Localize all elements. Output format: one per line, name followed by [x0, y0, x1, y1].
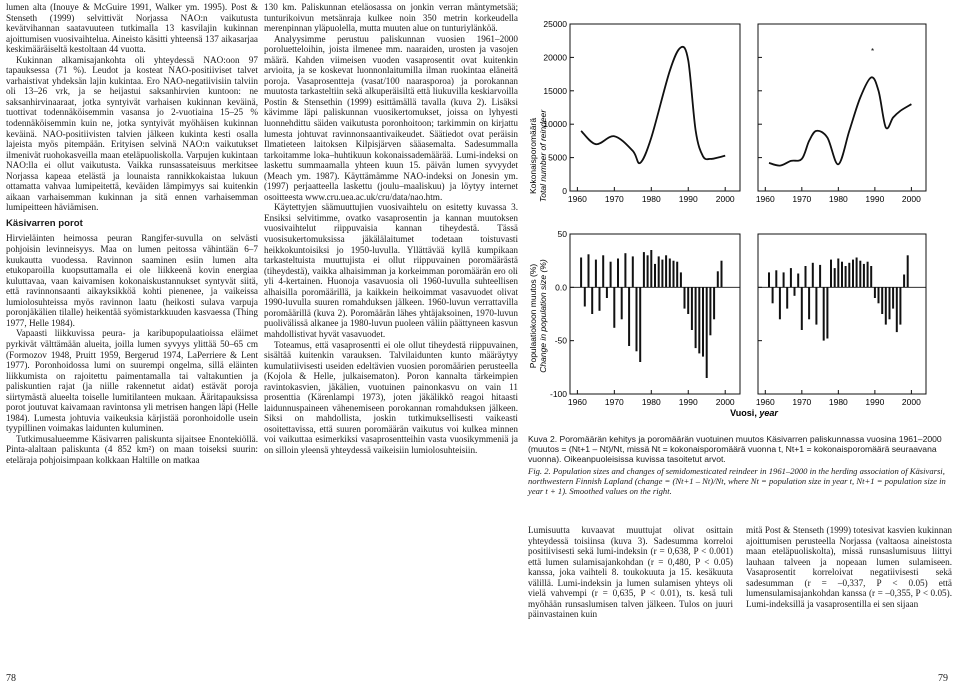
bar	[717, 271, 719, 287]
x-tick-label: 1980	[828, 194, 848, 204]
bar	[621, 287, 623, 319]
y-tick-label: 0.0	[555, 282, 567, 293]
top-ylabel-en: Total number of reindeer	[538, 109, 548, 203]
bar	[584, 287, 586, 306]
bar	[610, 262, 612, 288]
paragraph: Hirvieläinten heimossa peuran Rangifer-suvulla on selvästi pohjoisin levinneisyys. Maa on lumen peitossa vähintään 6–7 kuukautta vuodessa. Ravinnon saaminen esiin lumen alta etukoparoilla kuopsuttamalla ei ole liikkeenä kovin energiaa kuluttavaa, vaan kaivamisen kokonaiskustannukset syntyvät siitä, että ravinnonsaanti aikayksikköä kohti pienenee, ja vaikeissa lumiolosuhteissa myös ravinnon laatu (heikosti sulava varpuja poronjäkälien tilalle) heikentää syömistarkkuuden kasvaessa (Thing 1977, Helle 1984).	[6, 233, 258, 328]
bar	[837, 259, 839, 288]
bar	[658, 256, 660, 287]
bar	[702, 287, 704, 356]
bar	[580, 258, 582, 288]
series-line	[581, 47, 725, 163]
plot-frame	[570, 24, 740, 191]
caption-finnish: Kuva 2. Poromäärän kehitys ja poromäärän vuotuinen muutos Käsivarren paliskunnassa vuosina 1961–2000 (muutos = (Nt+1 – Nt)/Nt, missä Nt = kokonaisporomäärä vuonna t, Nt+1 = kokonaisporomäärä seuraavana vuonna). Oikeanpuoleisissa kuvissa tasoitetut arvot.	[528, 434, 942, 464]
y-tick-label: -50	[554, 335, 567, 346]
bar	[775, 270, 777, 287]
x-tick-label: 1980	[641, 194, 661, 204]
bar	[665, 255, 667, 287]
x-tick-label: 2000	[715, 397, 735, 407]
bar	[870, 266, 872, 287]
paragraph: Vapaasti liikkuvissa peura- ja karibupopulaatioissa eläimet pyrkivät välttämään alueita, joilla lumen syvyys ylittää 50–65 cm (Formozov 1948, Pruitt 1959, Bergerud 1974, LaPerriere & Lent 1977). Poronhoidossa lumi on suurempi ongelma, sillä eläinten liikkumista on rajoitettu paimentamalla tai valtakuntien ja paliskuntien rajat (ja niille rakennetut aidat) estävät poroja siirtymästä alueelta toiselle lumitilanteen mukaan. Ääritapauksissa porot joutuvat kaivamaan ravintonsa yli metrisen hangen läpi (Helle 1984). Lumesta johtuvia vaikeuksia kärjistää poronhoidolle usein tyypillinen voimakas laidunten kuluminen.	[6, 328, 258, 434]
bar	[713, 287, 715, 319]
x-tick-label: 2000	[901, 194, 921, 204]
middle-text-column	[264, 2, 518, 456]
bar	[680, 272, 682, 287]
bar	[896, 287, 898, 332]
paragraph: Tutkimusalueemme Käsivarren paliskunta sijaitsee Enontekiöllä. Pinta-alaltaan paliskunta (4 852 km²) on maan toiseksi suurin: eteläraja pohjoisimpaan kolkkaan Haltille on matkaa	[6, 433, 258, 465]
figure-2	[522, 6, 959, 426]
x-tick-label: 1990	[678, 397, 698, 407]
bar	[881, 287, 883, 314]
bar	[654, 264, 656, 288]
x-axis-title: Vuosi, year	[730, 408, 778, 418]
x-tick-label: 1960	[755, 397, 775, 407]
bar	[628, 287, 630, 346]
bar	[606, 287, 608, 298]
paragraph: Kukinnan alkamisajankohta oli yhteydessä NAO:oon 97 tapauksessa (71 %). Leudot ja kosteat NAO-positiiviset talvet varhaistivat yhdeksän lajin kukintaa. Ero NAO-negatiivisiin talviin oli 13–26 vrk, ja se heijastui saksanhirvien kuntoon: ne saksanhirvinaaraat, jotka syntyivät varhaisen kukinnan keväinä, tuottivat todennäköisemmin vasansa jo 2-vuotiaina 15–25 % todennäköisemmin kuin ne, jotka syntyivät myöhäisen kukinnan keväinä. NAO-positiivisten talvien jälkeen kukinta kesti osalla lajeista myös pitempään. Erityisen selvinä NAO:n vaikutukset ilmenivät ruohokasveilla maan eteläpuoliskolla. Varpujen kukintaan NAO:lla ei ollut vaikutusta. Vaikka runsassateisuus merkitsee Norjassa kapeaa etelästä ja lounaista rannikkokaistaa lukuun ottamatta vahvaa lumipeitettä, keväiden lämpimyys sai kuitenkin aikaan varhaisemman kukinnan ja sitä ennen varhaisemman lumipeitteen häviämisen.	[6, 54, 258, 213]
y-tick-label: -100	[549, 389, 567, 399]
paragraph: lumen alta (Inouye & McGuire 1991, Walker ym. 1995). Post & Stenseth (1999) selvittivät Norjassa NAO:n vaikutusta kevätvihannan saatavuuteen tutkimalla 13 kasvilajin kukinnan ajoittumisen vuosivaihtelua. Aineisto käsitti yhteensä 137 aikasarjaa keskimääräiseltä kestoltaan 44 vuotta.	[6, 2, 258, 55]
bar	[687, 287, 689, 314]
panel-change-smoothed	[756, 234, 926, 407]
xlabel-en: year	[759, 408, 778, 418]
bottom-text-right: mitä Post & Stenseth (1999) totesivat kasvien kukinnan ajoittumisen perusteella Norjassa (valtaosa aineistosta maan eteläpuoliskolta), missä runsaslumisuus liittyi lauhaan talveen ja nopeaan lumen sulamiseen. Vasaprosentit korreloivat negatiivisesti sekä sadesumman (r = –0,337, P < 0.05) että lumensulamisajankohdan kanssa (r = –0,355, P < 0.05). Lumi-indeksillä ja vasaprosentilla ei sen sijaan	[746, 525, 952, 609]
xlabel-fi: Vuosi	[730, 408, 755, 418]
bar	[673, 261, 675, 288]
bar	[624, 253, 626, 287]
y-tick-label: 5000	[548, 152, 567, 163]
x-tick-label: 2000	[715, 194, 735, 204]
bar	[709, 287, 711, 335]
x-tick-label: 1970	[604, 397, 624, 407]
bar	[819, 265, 821, 287]
bar	[691, 287, 693, 330]
bar	[801, 287, 803, 330]
bar	[903, 275, 905, 288]
x-tick-label: 1960	[567, 397, 587, 407]
bar	[632, 256, 634, 287]
bar	[613, 287, 615, 328]
bar	[650, 250, 652, 287]
bar	[830, 260, 832, 288]
x-tick-label: 1980	[828, 397, 848, 407]
bar	[599, 287, 601, 311]
plot-frame	[758, 24, 926, 191]
bar	[772, 287, 774, 303]
bar	[647, 255, 649, 287]
paragraph: Analyysimme perustuu paliskunnan vuosien 1961–2000 poroluetteloihin, joista ilmenee mm. naaraiden, urosten ja vasojen määrä. Kahden viimeisen vuoden vasaprosentit ovat kuitenkin arvioita, ja se koskevat luonnonlaitumilla ilman ruokintaa eläneitä poroja. Vasaprosentteja (vasat/100 naarasporoa) ja porokannan muutosta tarkasteltiin sekä alkuperäisiltä että liukuvilla keskiarvoilla Postin & Stensethin (1999) esittämällä tavalla (kuva 2). Lisäksi kävimme läpi paliskunnan vuosikertomukset, joissa on lyhyesti luonnehdittu säiden vaikutusta poronhoitoon; tarkimmin on kirjattu lumesta johtuvat ravinnonsaantivaikeudet. Säätiedot ovat peräisin Ilmatieteen laitoksen Kilpisjärven sääasemalta. Sadesummalla tarkoitamme loka–huhtikuun kokonaissademäärää. Lumi-indeksi on laskettu summaamalla yhteen kuun 15. päivän lumen syvyydet (Meach ym. 1987). Käyttämämme NAO-indeksi on Jonesin ym. (1997) perjaatteella laskettu (joulu–maaliskuu) ja löytyy internet osoitteesta www.cru.uea.ac.uk/cru/data/nao.htm.	[264, 33, 518, 202]
bar	[676, 262, 678, 288]
bar	[790, 268, 792, 287]
bar	[885, 287, 887, 324]
bar	[863, 264, 865, 288]
bar	[595, 260, 597, 288]
bar	[602, 255, 604, 287]
x-tick-label: 2000	[901, 397, 921, 407]
bar	[878, 287, 880, 303]
x-tick-label: 1980	[641, 397, 661, 407]
y-tick-label: 15000	[543, 85, 567, 96]
bar	[859, 261, 861, 288]
bottom-ylabel-en: Change in population size (%)	[538, 259, 548, 373]
bar	[889, 287, 891, 319]
paragraph: Käytettyjen säämuuttujien vuosivaihtelu on esitetty kuvassa 3. Ensiksi selvitimme, ovatko vasaprosentin ja kannan muutoksen vuosivaihtelut riippuvaisia kannan tiheydestä. Tässä vuosisukertomuksissa jäkälälaitumet todetaan toistuvasti heikkokuntoisiksi jo 1950-luvulla. Yllättävää kyllä kumpikaan tarkasteltuista muuttujista ei ollut riippuvainen poromäärästä (tiheydestä), vaikka alhaisimman ja korkeimman poromäärän ero oli yli 4-kertainen. Huonoja vasavuosia oli 1960-luvulla suhteellisen alhaisilla poromäärillä, ja kaikkein heikoimmat vasavuodet olivat 1990-luvulla suuren romahduksen jälkeen. 1960-luvun verrattavilla poromäärillä (kuva 2). Poromäärän lähes yhtäjaksoinen, 1970-luvun puolivälissä alkanee ja 1980-luvun puoleen väliin päättyneen kasvun mahdollistivat hyvät vasavuodet.	[264, 202, 518, 339]
bottom-ylabel-fi: Populaatiokoon muutos (%)	[528, 263, 538, 369]
section-heading: Käsivarren porot	[6, 217, 83, 229]
paragraph: 130 km. Paliskunnan eteläosassa on jonkin verran mäntymetsää; tunturikoivun metsänraja kulkee noin 350 metrin korkeudella merenpinnan yläpuolella, mutta muuten alue on tunturiylänköä.	[264, 2, 518, 34]
x-tick-label: 1970	[792, 194, 812, 204]
caption-english: Fig. 2. Population sizes and changes of semidomesticated reindeer in 1961–2000 in the herding association of Käsivarsi, northwestern Finnish Lapland (change = (Nt+1 – Nt)/Nt, where Nt = population size in year t, Nt+1 = population size in year t + 1). Smoothed values on the right.	[528, 466, 946, 496]
panel-change-raw	[550, 229, 740, 407]
bar	[845, 266, 847, 287]
bar	[794, 287, 796, 296]
left-text-column	[6, 2, 258, 466]
bar	[643, 252, 645, 287]
x-tick-label: 1970	[792, 397, 812, 407]
y-tick-label: 25000	[543, 19, 567, 29]
bar	[856, 258, 858, 288]
bar	[852, 260, 854, 288]
bar	[805, 266, 807, 287]
series-line	[769, 77, 911, 165]
bar	[768, 272, 770, 287]
x-tick-label: 1990	[678, 194, 698, 204]
bar	[783, 272, 785, 287]
bar	[867, 262, 869, 288]
bar	[907, 255, 909, 287]
bar	[695, 287, 697, 348]
y-tick-label: 20000	[543, 52, 567, 63]
bottom-text-left: Lumisuutta kuvaavat muuttujat olivat osittain yhteydessä toisiinsa (kuva 3). Sadesumma korreloi positiivisesti sekä lumi-indeksin (r = 0,638, P < 0.001) että lumen sulamisajankohdan (r = 0,480, P < 0.05) kanssa, joka vaihteli 8. toukokuuta ja 15. kesäkuuta välillä. Lumi-indeksin ja lumen sulamisen yhteys oli vielä vahvempi (r = 0,635, P < 0.01), ts. kesä tuli myöhään runsaslumisen talven jälkeen. Tulos on juuri päinvastainen kuin	[528, 525, 733, 620]
bar	[815, 287, 817, 324]
bar	[684, 287, 686, 308]
bar	[591, 287, 593, 314]
paragraph: Toteamus, että vasaprosentti ei ole ollut tiheydestä riippuvainen, sisältää kuitenkin varauksen. Talvilaidunten kunto määräytyy kumulatiivisesti useiden edeltävien vuosien poromäärien perusteella (Kojola & Helle, julkaisematon). Poron kannalta tärkeimpien ravintokasvien, jäkälien, vuotuinen painonkasvu on vain 11 prosenttia (Kärenlampi 1973), joten jäkälikkö reagoi hitaasti laidunnuspaineen vähenemiseen porokannan romahduksen jälkeen. Siksi on mahdollista, joskin tutkimuksellisesti vaikeasti osoitettavissa, että suuren poromäärän vaikutus voi kulkea minnen voi vaikuttaa esimerkiksi vasaprosentteihin vasta vuosikymmeniä ja on silloin yleensä yhteydessä vaikeisiin lumiolosuhteisiin.	[264, 339, 518, 455]
x-tick-label: 1970	[604, 194, 624, 204]
y-tick-label: 50	[557, 229, 567, 239]
figure-panels	[522, 6, 959, 426]
bar	[841, 262, 843, 288]
bar	[661, 260, 663, 288]
bar	[899, 287, 901, 324]
page-number-right: 79	[938, 673, 948, 684]
x-tick-label: 1960	[567, 194, 587, 204]
y-tick-label: 0	[562, 186, 567, 196]
bar	[786, 287, 788, 308]
page-number-left: 78	[6, 673, 16, 684]
star-marker: *	[871, 47, 875, 56]
bar	[639, 287, 641, 362]
bar	[823, 287, 825, 340]
bar	[812, 263, 814, 288]
bar	[808, 287, 810, 319]
bar	[834, 268, 836, 287]
bar	[588, 254, 590, 287]
bar	[848, 263, 850, 288]
bar	[721, 261, 723, 288]
bar	[826, 287, 828, 338]
bar	[706, 287, 708, 378]
x-tick-label: 1990	[865, 397, 885, 407]
bar	[698, 287, 700, 353]
x-tick-label: 1960	[755, 194, 775, 204]
bar	[892, 287, 894, 308]
bar	[617, 259, 619, 288]
y-tick-label: 10000	[543, 119, 567, 130]
bar	[669, 259, 671, 288]
panel-total-smoothed	[756, 24, 926, 204]
bar	[779, 287, 781, 319]
panel-total-raw	[543, 19, 740, 204]
bar	[797, 274, 799, 288]
bar	[874, 287, 876, 298]
top-ylabel-fi: Kokonaisporomäärä	[528, 117, 538, 195]
x-tick-label: 1990	[865, 194, 885, 204]
bar	[636, 287, 638, 351]
